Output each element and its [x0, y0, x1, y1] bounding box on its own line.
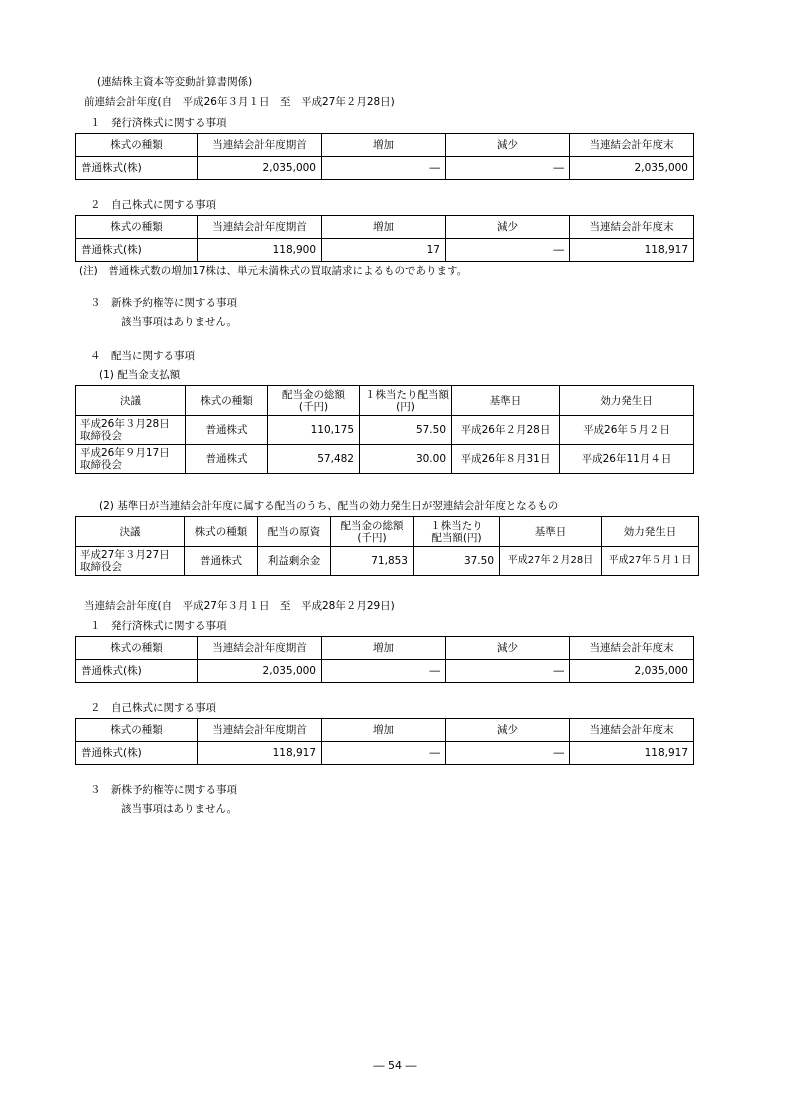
cell: ―: [322, 660, 446, 683]
prev-s4-title: ４ 配当に関する事項: [90, 350, 195, 362]
cell: 平成27年５月１日: [602, 547, 699, 576]
col-header: 増加: [322, 719, 446, 742]
curr-s3-text: 該当事項はありません。: [121, 803, 238, 815]
col-header: 基準日: [500, 517, 602, 547]
cell: 普通株式(株): [76, 660, 198, 683]
cell: ―: [446, 742, 570, 765]
col-header: 増加: [322, 134, 446, 157]
col-header: 当連結会計年度期首: [198, 637, 322, 660]
col-header: 決議: [76, 517, 185, 547]
cell: ―: [446, 660, 570, 683]
cell: 118,917: [198, 742, 322, 765]
table-row: [76, 239, 694, 262]
prev-s4-sub1-title: (1) 配当金支払額: [99, 369, 181, 381]
cell: 平成26年８月31日: [452, 445, 560, 474]
cell: 2,035,000: [570, 157, 694, 180]
col-header: 増加: [322, 216, 446, 239]
prev-s2-note: (注) 普通株式数の増加17株は、単元未満株式の買取請求によるものであります。: [79, 265, 468, 277]
cell: 71,853: [331, 547, 414, 576]
cell: 平成26年５月２日: [560, 416, 694, 445]
dividends-next-year-table: [75, 516, 699, 576]
cell: 30.00: [360, 445, 452, 474]
curr-s1-title: １ 発行済株式に関する事項: [90, 620, 227, 632]
col-header: 決議: [76, 386, 186, 416]
col-header: 減少: [446, 216, 570, 239]
table-row: [76, 416, 694, 445]
col-header: 当連結会計年度末: [570, 719, 694, 742]
col-header: 当連結会計年度末: [570, 134, 694, 157]
table-row: [76, 547, 699, 576]
cell: 2,035,000: [198, 157, 322, 180]
prev-s2-title: ２ 自己株式に関する事項: [90, 199, 216, 211]
curr-s2-title: ２ 自己株式に関する事項: [90, 702, 216, 714]
cell: 平成27年２月28日: [500, 547, 602, 576]
col-header: 減少: [446, 719, 570, 742]
col-header: 当連結会計年度期首: [198, 134, 322, 157]
col-header: 株式の種類: [76, 719, 198, 742]
cell: 平成26年９月17日 取締役会: [76, 445, 186, 474]
prev-s4-sub2-title: (2) 基準日が当連結会計年度に属する配当のうち、配当の効力発生日が翌連結会計年度となるもの: [99, 500, 559, 512]
cell: 118,917: [570, 239, 694, 262]
col-header: 当連結会計年度期首: [198, 719, 322, 742]
col-header: 当連結会計年度末: [570, 637, 694, 660]
col-header: 株式の種類: [76, 216, 198, 239]
col-header: 配当金の総額 (千円): [331, 517, 414, 547]
col-header: 株式の種類: [185, 517, 258, 547]
cell: 17: [322, 239, 446, 262]
col-header: １株当たり配当額 (円): [360, 386, 452, 416]
cell: 57.50: [360, 416, 452, 445]
table-row: [76, 445, 694, 474]
prev-period-label: 前連結会計年度(自 平成26年３月１日 至 平成27年２月28日): [84, 96, 395, 108]
table-row: [76, 742, 694, 765]
cell: ―: [322, 742, 446, 765]
cell: 110,175: [268, 416, 360, 445]
curr-period-label: 当連結会計年度(自 平成27年３月１日 至 平成28年２月29日): [84, 600, 395, 612]
section-title: (連結株主資本等変動計算書関係): [97, 76, 253, 88]
col-header: 株式の種類: [186, 386, 268, 416]
cell: 平成26年２月28日: [452, 416, 560, 445]
col-header: 効力発生日: [602, 517, 699, 547]
curr-treasury-shares-table: [75, 718, 694, 765]
cell: 2,035,000: [198, 660, 322, 683]
col-header: 配当金の総額 (千円): [268, 386, 360, 416]
col-header: 基準日: [452, 386, 560, 416]
dividends-paid-table: [75, 385, 694, 474]
col-header: 増加: [322, 637, 446, 660]
prev-s3-text: 該当事項はありません。: [121, 316, 238, 328]
table-row: [76, 660, 694, 683]
col-header: 減少: [446, 637, 570, 660]
col-header: 減少: [446, 134, 570, 157]
prev-s3-title: ３ 新株予約権等に関する事項: [90, 297, 237, 309]
cell: ―: [322, 157, 446, 180]
col-header: 当連結会計年度末: [570, 216, 694, 239]
cell: 平成26年３月28日 取締役会: [76, 416, 186, 445]
cell: 普通株式(株): [76, 742, 198, 765]
cell: 普通株式: [185, 547, 258, 576]
prev-issued-shares-table: [75, 133, 694, 180]
cell: 57,482: [268, 445, 360, 474]
cell: 37.50: [414, 547, 500, 576]
cell: 平成26年11月４日: [560, 445, 694, 474]
prev-treasury-shares-table: [75, 215, 694, 262]
curr-s3-title: ３ 新株予約権等に関する事項: [90, 784, 237, 796]
cell: 118,900: [198, 239, 322, 262]
curr-issued-shares-table: [75, 636, 694, 683]
col-header: 効力発生日: [560, 386, 694, 416]
col-header: 当連結会計年度期首: [198, 216, 322, 239]
cell: 利益剰余金: [258, 547, 331, 576]
cell: 2,035,000: [570, 660, 694, 683]
cell: 118,917: [570, 742, 694, 765]
col-header: 株式の種類: [76, 637, 198, 660]
col-header: １株当たり 配当額(円): [414, 517, 500, 547]
cell: ―: [446, 157, 570, 180]
cell: 普通株式: [186, 445, 268, 474]
table-row: [76, 157, 694, 180]
cell: ―: [446, 239, 570, 262]
cell: 普通株式: [186, 416, 268, 445]
cell: 普通株式(株): [76, 239, 198, 262]
prev-s1-title: １ 発行済株式に関する事項: [90, 117, 227, 129]
col-header: 株式の種類: [76, 134, 198, 157]
cell: 普通株式(株): [76, 157, 198, 180]
cell: 平成27年３月27日 取締役会: [76, 547, 185, 576]
col-header: 配当の原資: [258, 517, 331, 547]
page-number: ― 54 ―: [373, 1059, 417, 1072]
